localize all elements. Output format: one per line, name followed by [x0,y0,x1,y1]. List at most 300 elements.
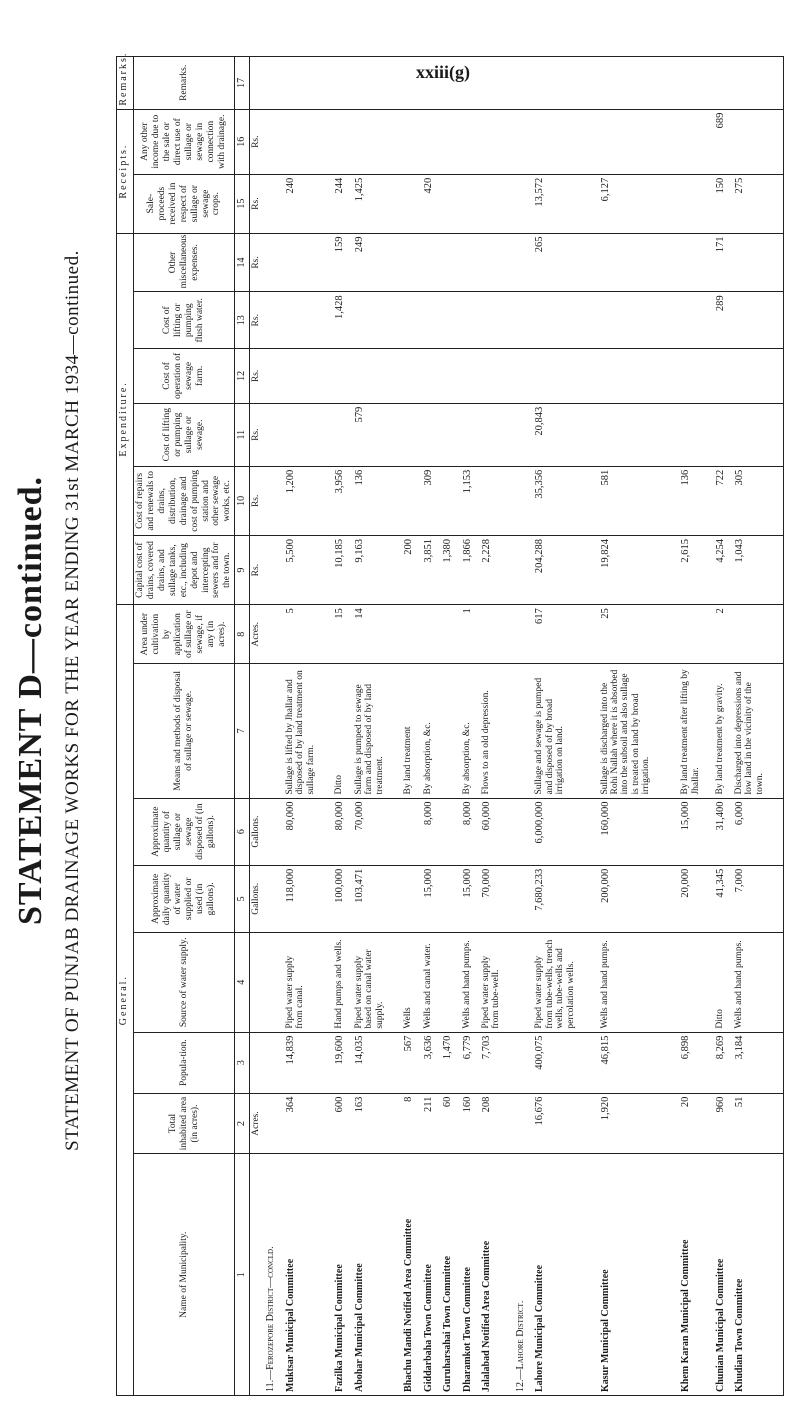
cell-population: 46,815 [599,1032,680,1093]
cell-c10: 722 [714,466,733,535]
empty-cell [264,932,283,1032]
municipality-name: Bhachu Mandi Notified Area Committee [402,1154,421,1396]
column-number: 8 [235,605,250,664]
cell-c12 [714,349,733,404]
cell-c15: 1,425 [353,174,403,233]
cell-area: 51 [733,1093,784,1154]
group-expenditure: Expenditure. [117,233,134,605]
cell-c13 [599,292,680,349]
empty-cell [264,349,283,404]
cell-c17 [402,57,421,110]
cell-c15 [480,174,514,233]
column-header: Area under cultivation by application of sullage or sewage, if any (in acres). [134,605,235,664]
cell-cultivated [441,605,460,664]
cell-c16 [679,109,713,174]
cell-population: 6,779 [461,1032,480,1093]
cell-cultivated [422,605,441,664]
column-number-row [235,57,250,1396]
column-header: Capital cost of drains, covered drains, and sullage tanks, etc., including depot and intercepting sewers and for the town. [134,535,235,604]
unit-rs: Rs. [250,403,265,466]
cell-supplied: 7,680,233 [533,865,598,932]
column-header: Cost of lifting or pumping sullage or sewage. [134,403,235,466]
cell-c17 [461,57,480,110]
empty-cell [514,57,533,110]
statement-title: STATEMENT D—continued. [12,476,49,925]
cell-disposed: 70,000 [353,798,403,865]
column-number: 4 [235,932,250,1032]
column-header: Name of Municipality. [134,1154,235,1396]
empty-cell [514,174,533,233]
cell-c17 [733,57,784,110]
empty-cell [514,1093,533,1154]
empty-cell [514,466,533,535]
empty-cell [514,798,533,865]
cell-source: Piped water supply from canal. [284,932,334,1032]
column-header: Cost of lifting or pumping flush water. [134,292,235,349]
cell-supplied: 15,000 [422,865,441,932]
table-row [599,57,680,1396]
cell-c10: 309 [422,466,441,535]
empty-cell [264,466,283,535]
cell-c10: 581 [599,466,680,535]
cell-c9: 1,866 [461,535,480,604]
cell-supplied [441,865,460,932]
cell-means: Discharged into depressions and low land in the vicinity of the town. [733,664,784,798]
cell-c17 [441,57,460,110]
cell-c9: 4,254 [714,535,733,604]
cell-c12 [599,349,680,404]
cell-c14 [402,233,421,292]
unit-rs: Rs. [250,174,265,233]
cell-c15: 240 [284,174,334,233]
empty-cell [264,1093,283,1154]
municipality-name: Khem Karan Municipal Committee [679,1154,713,1396]
unit-rs: Rs. [250,109,265,174]
empty-cell [264,403,283,466]
cell-cultivated [733,605,784,664]
column-number: 7 [235,664,250,798]
cell-c12 [679,349,713,404]
cell-c10: 1,153 [461,466,480,535]
empty-cell [514,403,533,466]
cell-c9: 5,500 [284,535,334,604]
cell-c9: 204,288 [533,535,598,604]
column-number: 9 [235,535,250,604]
cell-supplied: 20,000 [679,865,713,932]
cell-cultivated: 15 [333,605,352,664]
group-receipts: Receipts. [117,109,134,233]
cell-c15: 6,127 [599,174,680,233]
cell-source: Hand pumps and wells. [333,932,352,1032]
cell-c13 [679,292,713,349]
cell-c12 [733,349,784,404]
column-number: 16 [235,109,250,174]
empty-cell [264,1032,283,1093]
cell-population: 7,703 [480,1032,514,1093]
table-row [461,57,480,1396]
cell-source: Wells and hand pumps. [733,932,784,1032]
cell-means: Sullage and sewage is pumped and disposed of by broad irrigation on land. [533,664,598,798]
cell-disposed [441,798,460,865]
cell-c10 [480,466,514,535]
cell-c16 [733,109,784,174]
cell-disposed: 6,000,000 [533,798,598,865]
cell-c9: 1,380 [441,535,460,604]
cell-disposed [402,798,421,865]
cell-c14: 265 [533,233,598,292]
cell-c11 [441,403,460,466]
municipality-name: Lahore Municipal Committee [533,1154,598,1396]
cell-c15 [441,174,460,233]
column-header: Source of water supply. [134,932,235,1032]
table-row [284,57,334,1396]
cell-area: 364 [284,1093,334,1154]
cell-c13 [441,292,460,349]
cell-c10 [402,466,421,535]
cell-cultivated: 617 [533,605,598,664]
cell-c13: 289 [714,292,733,349]
cell-c16 [353,109,403,174]
column-header: Cost of operation of sewage farm. [134,349,235,404]
cell-c9: 3,851 [422,535,441,604]
column-header: Any other income due to the sale or direct use of sullage or sewage in connection with drainage. [134,109,235,174]
cell-c10: 1,200 [284,466,334,535]
cell-c14: 159 [333,233,352,292]
cell-c13: 1,428 [333,292,352,349]
municipality-name: Muktsar Municipal Committee [284,1154,334,1396]
cell-c13 [533,292,598,349]
cell-c12 [353,349,403,404]
cell-c14 [422,233,441,292]
cell-c12 [422,349,441,404]
cell-c11 [333,403,352,466]
cell-cultivated [679,605,713,664]
empty-cell [514,865,533,932]
cell-c15: 420 [422,174,441,233]
district-row [264,57,283,1396]
cell-source: Ditto [714,932,733,1032]
cell-source: Wells and hand pumps. [461,932,480,1032]
municipality-name: Jalalabad Notified Area Committee [480,1154,514,1396]
cell-c17 [422,57,441,110]
empty-cell [514,605,533,664]
table-row [679,57,713,1396]
cell-cultivated [402,605,421,664]
cell-area: 1,920 [599,1093,680,1154]
cell-means: Flows to an old depression. [480,664,514,798]
empty-cell [514,1032,533,1093]
column-number: 14 [235,233,250,292]
unit-empty [250,664,265,798]
cell-c11 [714,403,733,466]
cell-area: 60 [441,1093,460,1154]
district-label: 11.—Ferozepore District—concld. [264,1154,283,1396]
cell-c10: 136 [679,466,713,535]
cell-c9: 1,043 [733,535,784,604]
cell-population: 8,269 [714,1032,733,1093]
cell-c13 [402,292,421,349]
cell-c16 [533,109,598,174]
unit-rs: Rs. [250,466,265,535]
cell-population: 400,075 [533,1032,598,1093]
unit-cultivated: Acres. [250,605,265,664]
cell-c16 [441,109,460,174]
cell-disposed: 80,000 [284,798,334,865]
table-row [714,57,733,1396]
column-number: 11 [235,403,250,466]
cell-c17 [284,57,334,110]
cell-c16 [333,109,352,174]
cell-c13 [353,292,403,349]
unit-rs: Rs. [250,349,265,404]
cell-c14 [461,233,480,292]
cell-c9: 200 [402,535,421,604]
cell-c13 [461,292,480,349]
column-number: 6 [235,798,250,865]
cell-cultivated: 14 [353,605,403,664]
municipality-name: Kasur Municipal Committee [599,1154,680,1396]
cell-population: 3,636 [422,1032,441,1093]
municipality-name: Khudian Town Committee [733,1154,784,1396]
cell-c17 [679,57,713,110]
municipality-name: Chunian Municipal Committee [714,1154,733,1396]
column-header: Approximate daily quantity of water supplied or used (in gallons). [134,865,235,932]
cell-c10: 305 [733,466,784,535]
cell-c10: 35,356 [533,466,598,535]
cell-c11 [679,403,713,466]
column-header: Approximate quantity of sullage or sewage disposed of (in gallons). [134,798,235,865]
cell-supplied: 118,000 [284,865,334,932]
cell-c15: 275 [733,174,784,233]
cell-c12 [461,349,480,404]
cell-area: 600 [333,1093,352,1154]
cell-means: Sullage is lifted by Jhallar and disposed of by land treatment on sullage farm. [284,664,334,798]
cell-source: Wells [402,932,421,1032]
cell-area: 160 [461,1093,480,1154]
empty-cell [514,292,533,349]
cell-means: By absorption, &c. [422,664,441,798]
cell-source: Piped water supply from tube-wells, trench wells, tube-wells and percolation wells. [533,932,598,1032]
column-number: 1 [235,1154,250,1396]
empty-cell [514,535,533,604]
cell-c11 [733,403,784,466]
empty-cell [514,233,533,292]
cell-c15 [461,174,480,233]
cell-source: Piped water supply from tube-well. [480,932,514,1032]
empty-cell [264,605,283,664]
unit-empty [250,1154,265,1396]
cell-c13 [422,292,441,349]
column-number: 10 [235,466,250,535]
statement-table-wrapper [116,51,784,1396]
cell-population: 3,184 [733,1032,784,1093]
cell-c13 [284,292,334,349]
empty-cell [514,932,533,1032]
column-header: Total inhabited area (in acres). [134,1093,235,1154]
column-header: Other miscellaneous expenses. [134,233,235,292]
cell-c12 [402,349,421,404]
table-row [333,57,352,1396]
drainage-statement-table [116,51,784,1396]
cell-population: 14,035 [353,1032,403,1093]
cell-c17 [714,57,733,110]
unit-disposed: Gallons. [250,798,265,865]
cell-c12 [480,349,514,404]
municipality-name: Dharamkot Town Committee [461,1154,480,1396]
municipality-name: Fazilka Municipal Committee [333,1154,352,1396]
cell-area: 8 [402,1093,421,1154]
cell-supplied: 41,345 [714,865,733,932]
cell-source [679,932,713,1032]
cell-supplied: 103,471 [353,865,403,932]
group-remarks: Remarks. [117,57,134,110]
cell-c16 [461,109,480,174]
cell-c14 [733,233,784,292]
cell-disposed: 15,000 [679,798,713,865]
column-number: 13 [235,292,250,349]
cell-c14 [480,233,514,292]
cell-c15 [402,174,421,233]
cell-supplied: 70,000 [480,865,514,932]
unit-empty [250,932,265,1032]
cell-disposed: 80,000 [333,798,352,865]
cell-means: By land treatment [402,664,421,798]
cell-cultivated: 5 [284,605,334,664]
cell-c14: 171 [714,233,733,292]
group-header-row [117,57,134,1396]
empty-cell [514,349,533,404]
cell-cultivated: 25 [599,605,680,664]
table-row [441,57,460,1396]
cell-disposed: 31,400 [714,798,733,865]
cell-c11: 579 [353,403,403,466]
district-row [514,57,533,1396]
column-header: Cost of repairs and renewals to drains, distribution, drainage and cost of pumping station and other sewage works, etc. [134,466,235,535]
cell-means: Sullage is pumped to sewage farm and disposed of by land treatment. [353,664,403,798]
cell-c14 [599,233,680,292]
cell-c16: 689 [714,109,733,174]
cell-c9: 9,163 [353,535,403,604]
cell-c16 [480,109,514,174]
cell-area: 208 [480,1093,514,1154]
column-number: 12 [235,349,250,404]
cell-c16 [599,109,680,174]
cell-population: 19,600 [333,1032,352,1093]
empty-cell [264,233,283,292]
cell-c17 [533,57,598,110]
cell-c13 [733,292,784,349]
empty-cell [264,109,283,174]
table-body [250,57,784,1396]
cell-source: Wells and hand pumps. [599,932,680,1032]
cell-c14 [284,233,334,292]
cell-c17 [333,57,352,110]
empty-cell [264,292,283,349]
statement-subtitle: STATEMENT OF PUNJAB DRAINAGE WORKS FOR THE YEAR ENDING 31st MARCH 1934—continued. [62,250,83,1151]
cell-cultivated: 2 [714,605,733,664]
cell-means: By land treatment by gravity. [714,664,733,798]
empty-cell [264,174,283,233]
cell-supplied: 15,000 [461,865,480,932]
column-header: Means and methods of disposal of sullage or sewage. [134,664,235,798]
unit-empty [250,1032,265,1093]
cell-area: 960 [714,1093,733,1154]
empty-cell [264,57,283,110]
cell-c15 [679,174,713,233]
cell-c11 [599,403,680,466]
cell-c15: 244 [333,174,352,233]
unit-empty [250,57,265,110]
unit-supplied: Gallons. [250,865,265,932]
cell-cultivated: 1 [461,605,480,664]
empty-cell [264,535,283,604]
cell-population: 6,898 [679,1032,713,1093]
district-label: 12.—Lahore District. [514,1154,533,1396]
column-number: 15 [235,174,250,233]
empty-cell [514,109,533,174]
group-general: General. [117,605,134,1396]
cell-c17 [480,57,514,110]
table-row [402,57,421,1396]
cell-c14 [679,233,713,292]
cell-c10 [441,466,460,535]
cell-c16 [402,109,421,174]
column-number: 5 [235,865,250,932]
empty-cell [264,865,283,932]
cell-means: Sullage is discharged into the Rohi Nallah where it is absorbed into the subsoil and also sullage is treated on land by broad irrigation. [599,664,680,798]
unit-area: Acres. [250,1093,265,1154]
cell-c15: 150 [714,174,733,233]
cell-population: 14,839 [284,1032,334,1093]
cell-source: Piped water supply based on canal water supply. [353,932,403,1032]
empty-cell [264,798,283,865]
cell-c9: 2,615 [679,535,713,604]
cell-means: By land treatment after lifting by Jhallar. [679,664,713,798]
column-header: Popula-tion. [134,1032,235,1093]
cell-c11: 20,843 [533,403,598,466]
cell-source [441,932,460,1032]
cell-area: 16,676 [533,1093,598,1154]
cell-c11 [480,403,514,466]
cell-c12 [284,349,334,404]
cell-cultivated [480,605,514,664]
table-row [422,57,441,1396]
table-row [533,57,598,1396]
cell-c9: 10,185 [333,535,352,604]
cell-c12 [533,349,598,404]
table-row [480,57,514,1396]
column-header: Remarks. [134,57,235,110]
cell-population: 567 [402,1032,421,1093]
page-number: xxiii(g) [416,62,470,82]
cell-means [441,664,460,798]
cell-disposed: 8,000 [461,798,480,865]
cell-c14 [441,233,460,292]
cell-c10: 136 [353,466,403,535]
table-row [353,57,403,1396]
cell-c11 [422,403,441,466]
cell-c11 [461,403,480,466]
cell-c9: 19,824 [599,535,680,604]
column-number: 2 [235,1093,250,1154]
cell-area: 163 [353,1093,403,1154]
empty-cell [264,664,283,798]
cell-c16 [284,109,334,174]
cell-c17 [599,57,680,110]
cell-c12 [333,349,352,404]
municipality-name: Giddarbaha Town Committee [422,1154,441,1396]
cell-supplied: 7,000 [733,865,784,932]
